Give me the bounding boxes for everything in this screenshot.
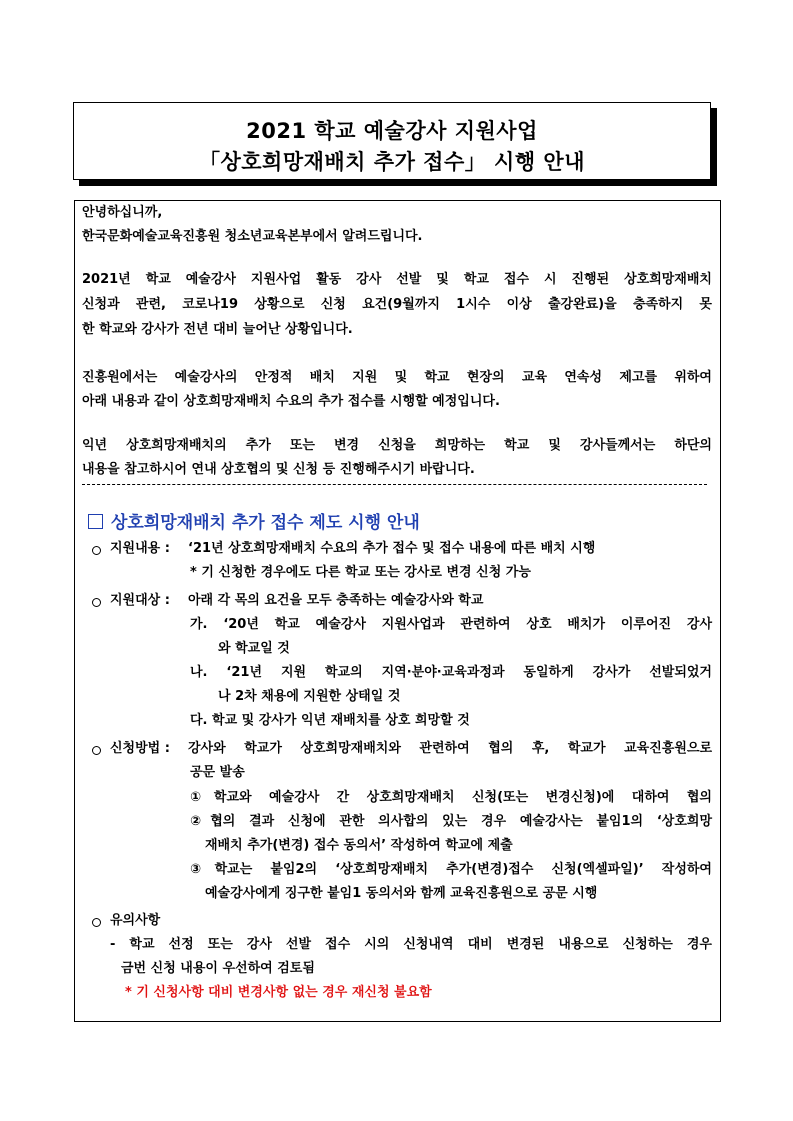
notes-line-1: - 학교 선정 또는 강사 선발 접수 시의 신청내역 대비 변경된 내용으로 신청하는 경우: [110, 937, 712, 952]
checkbox-square-icon: [88, 514, 103, 529]
target-label: 지원대상 :: [110, 593, 170, 608]
notes-label: 유의사항: [110, 913, 161, 928]
method-step-1: ①학교와 예술강사 간 상호희망재배치 신청(또는 변경신청)에 대하여 협의: [190, 790, 712, 805]
circle-bullet-icon: [92, 918, 101, 927]
section-title: [88, 508, 420, 533]
notes-line-2: 금번 신청 내용이 우선하여 검토됨: [121, 961, 315, 976]
method-text-line-2: 공문 발송: [190, 765, 245, 780]
paragraph-1-line-1: 2021년 학교 예술강사 지원사업 활동 강사 선발 및 학교 접수 시 진행된 상호희망재배치: [82, 272, 712, 287]
circle-bullet-icon: [92, 598, 101, 607]
paragraph-3-line-2: 내용을 참고하시어 연내 상호협의 및 신청 등 진행해주시기 바랍니다.: [82, 462, 475, 477]
paragraph-1-line-2: 신청과 관련, 코로나19 상황으로 신청 요건(9월까지 1시수 이상 출강완료)을 충족하지 못: [82, 297, 712, 312]
target-item-na-line-2: 나 2차 채용에 지원한 상태일 것: [218, 689, 401, 704]
method-step-2-line-1: ②협의 결과 신청에 관한 의사합의 있는 경우 예술강사는 붙임1의 ‘상호희망: [190, 814, 712, 829]
dashed-divider: [82, 484, 707, 485]
target-text: 아래 각 목의 요건을 모두 충족하는 예술강사와 학교: [188, 593, 484, 608]
target-item-da: 다. 학교 및 강사가 익년 재배치를 상호 희망할 것: [190, 713, 470, 728]
paragraph-2-line-2: 아래 내용과 같이 상호희망재배치 수요의 추가 접수를 시행할 예정입니다.: [82, 394, 500, 409]
title-line-2: 「상호희망재배치 추가 접수」 시행 안내: [198, 150, 586, 174]
paragraph-2-line-1: 진흥원에서는 예술강사의 안정적 배치 지원 및 학교 현장의 교육 연속성 제고를 위하여: [82, 370, 712, 385]
method-step-2-line-2: 재배치 추가(변경) 접수 동의서’ 작성하여 학교에 제출: [205, 838, 513, 853]
target-item-ga-line-1: 가. ‘20년 학교 예술강사 지원사업과 관련하여 상호 배치가 이루어진 강사: [190, 617, 712, 632]
title-box: [73, 102, 711, 180]
method-step-3-line-2: 예술강사에게 징구한 붙임1 동의서와 함께 교육진흥원으로 공문 시행: [205, 886, 598, 901]
circle-bullet-icon: [92, 546, 101, 555]
circle-bullet-icon: [92, 746, 101, 755]
section-title-text: 상호희망재배치 추가 접수 제도 시행 안내: [111, 513, 420, 533]
target-item-ga-line-2: 와 학교일 것: [218, 641, 290, 656]
method-label: 신청방법 :: [110, 741, 170, 756]
method-text-line-1: 강사와 학교가 상호희망재배치와 관련하여 협의 후, 학교가 교육진흥원으로: [188, 741, 712, 756]
sender-line: 한국문화예술교육진흥원 청소년교육본부에서 알려드립니다.: [82, 229, 423, 244]
content-text: ‘21년 상호희망재배치 수요의 추가 접수 및 접수 내용에 따른 배치 시행: [188, 541, 596, 556]
target-item-na-line-1: 나. ‘21년 지원 학교의 지역·분야·교육과정과 동일하게 강사가 선발되었거: [190, 665, 712, 680]
notes-warning: * 기 신청사항 대비 변경사항 없는 경우 재신청 불요함: [125, 985, 432, 1000]
paragraph-3-line-1: 익년 상호희망재배치의 추가 또는 변경 신청을 희망하는 학교 및 강사들께서는 하단의: [82, 438, 712, 453]
method-step-3-line-1: ③학교는 붙임2의 ‘상호희망재배치 추가(변경)접수 신청(엑셀파일)’ 작성하여: [190, 862, 712, 877]
content-note: * 기 신청한 경우에도 다른 학교 또는 강사로 변경 신청 가능: [190, 565, 531, 580]
content-label: 지원내용 :: [110, 541, 170, 556]
title-line-1: 2021 학교 예술강사 지원사업: [246, 119, 538, 143]
paragraph-1-line-3: 한 학교와 강사가 전년 대비 늘어난 상황입니다.: [82, 322, 353, 337]
greeting: 안녕하십니까,: [82, 205, 163, 220]
